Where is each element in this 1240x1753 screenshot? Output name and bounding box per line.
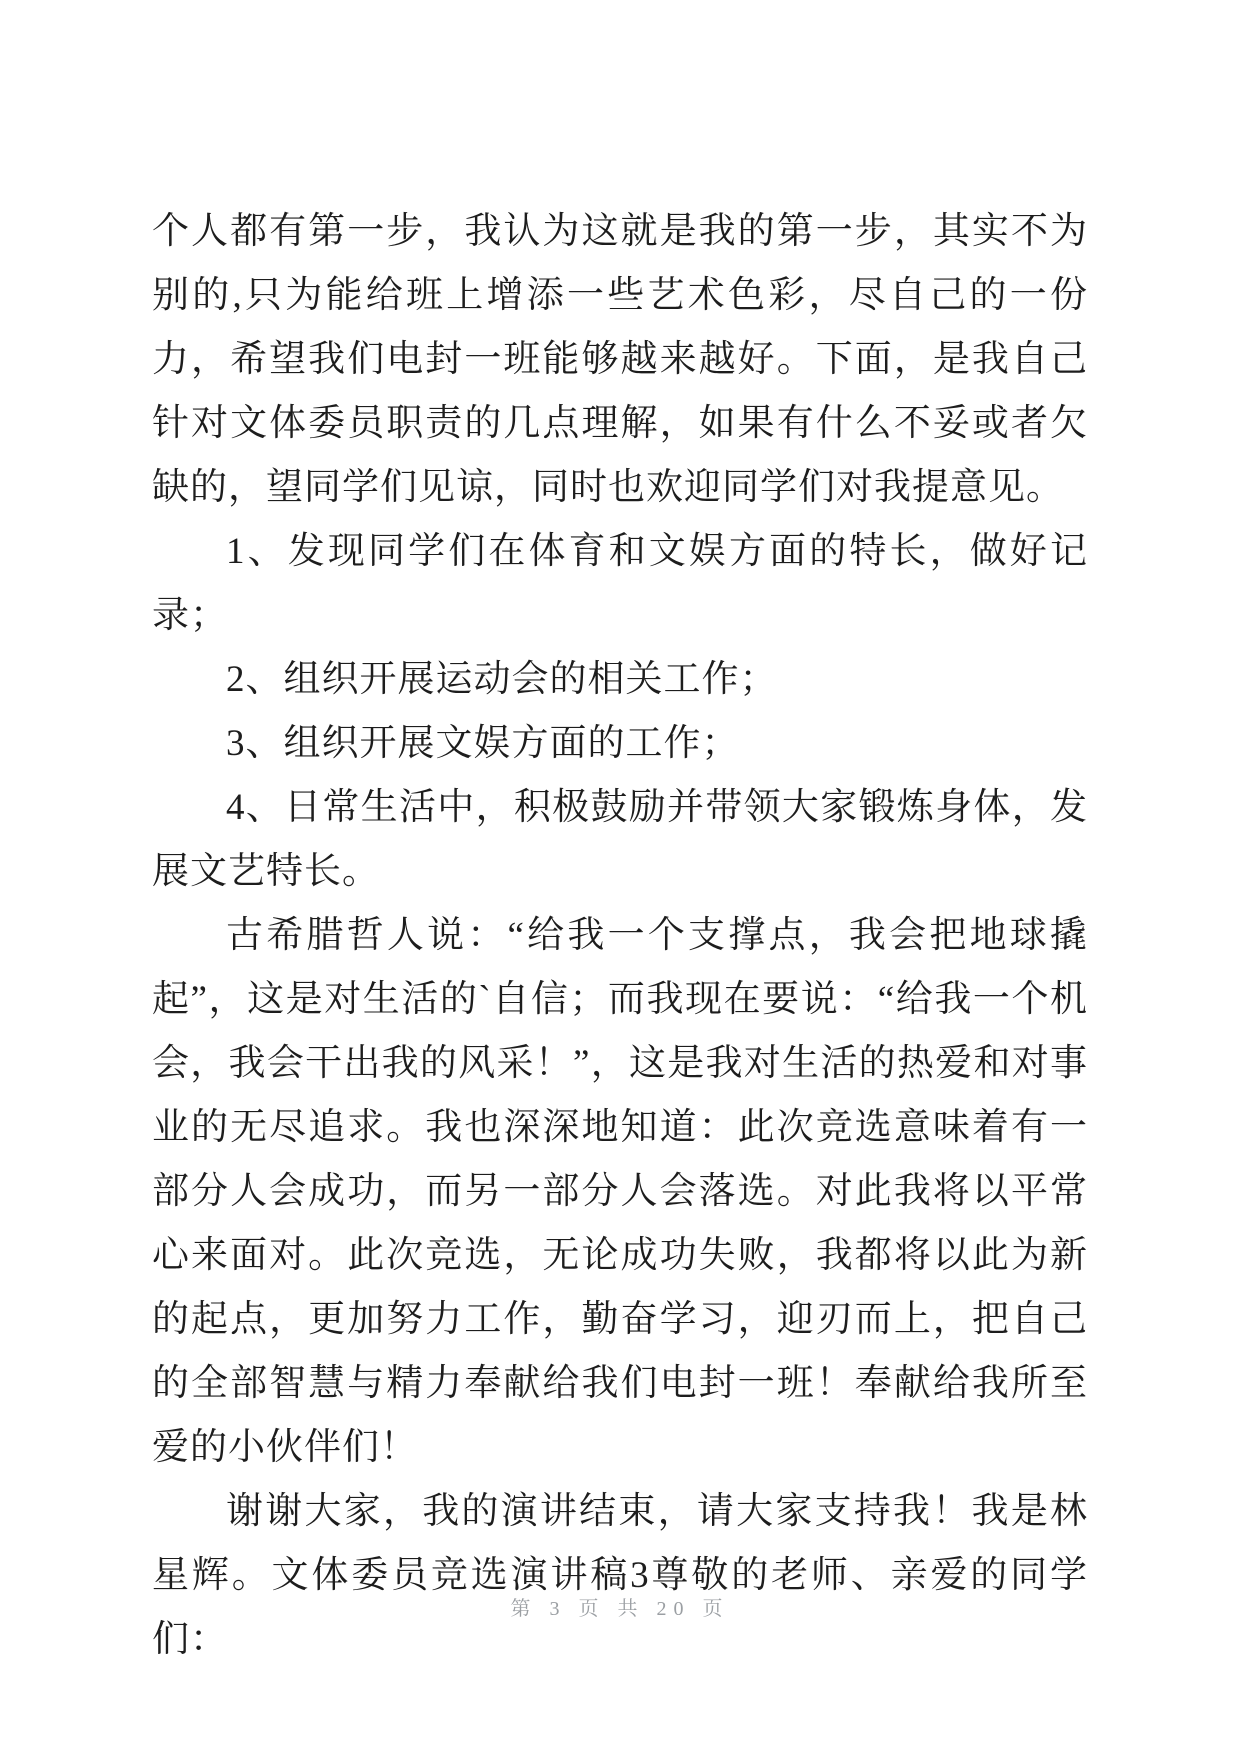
- paragraph: 谢谢大家，我的演讲结束，请大家支持我！我是林星辉。文体委员竞选演讲稿3尊敬的老师、亲爱的同学们：: [152, 1491, 1088, 1660]
- paragraph: 个人都有第一步，我认为这就是我的第一步，其实不为别的,只为能给班上增添一些艺术色彩，尽自己的一份力，希望我们电封一班能够越来越好。下面，是我自己针对文体委员职责的几点理解，如果有什么不妥或者欠缺的，望同学们见谅，同时也欢迎同学们对我提意见。: [152, 211, 1088, 508]
- document-body: [152, 200, 1088, 1672]
- paragraph: 1、发现同学们在体育和文娱方面的特长，做好记录；: [152, 531, 1088, 636]
- paragraph: 2、组织开展运动会的相关工作；: [226, 659, 778, 700]
- paragraph: 古希腊哲人说：“给我一个支撑点，我会把地球撬起”，这是对生活的`自信；而我现在要说：“给我一个机会，我会干出我的风采！”，这是我对生活的热爱和对事业的无尽追求。我也深深地知道：此次竞选意味着有一部分人会成功，而另一部分人会落选。对此我将以平常心来面对。此次竞选，无论成功失败，我都将以此为新的起点，更加努力工作，勤奋学习，迎刃而上，把自己的全部智慧与精力奉献给我们电封一班！奉献给我所至爱的小伙伴们！: [152, 915, 1088, 1468]
- paragraph: 4、日常生活中，积极鼓励并带领大家锻炼身体，发展文艺特长。: [152, 787, 1088, 892]
- paragraph: 3、组织开展文娱方面的工作；: [226, 723, 740, 764]
- page-footer: [0, 1592, 1240, 1621]
- page-number-label: 第 3 页 共 20 页: [510, 1598, 730, 1620]
